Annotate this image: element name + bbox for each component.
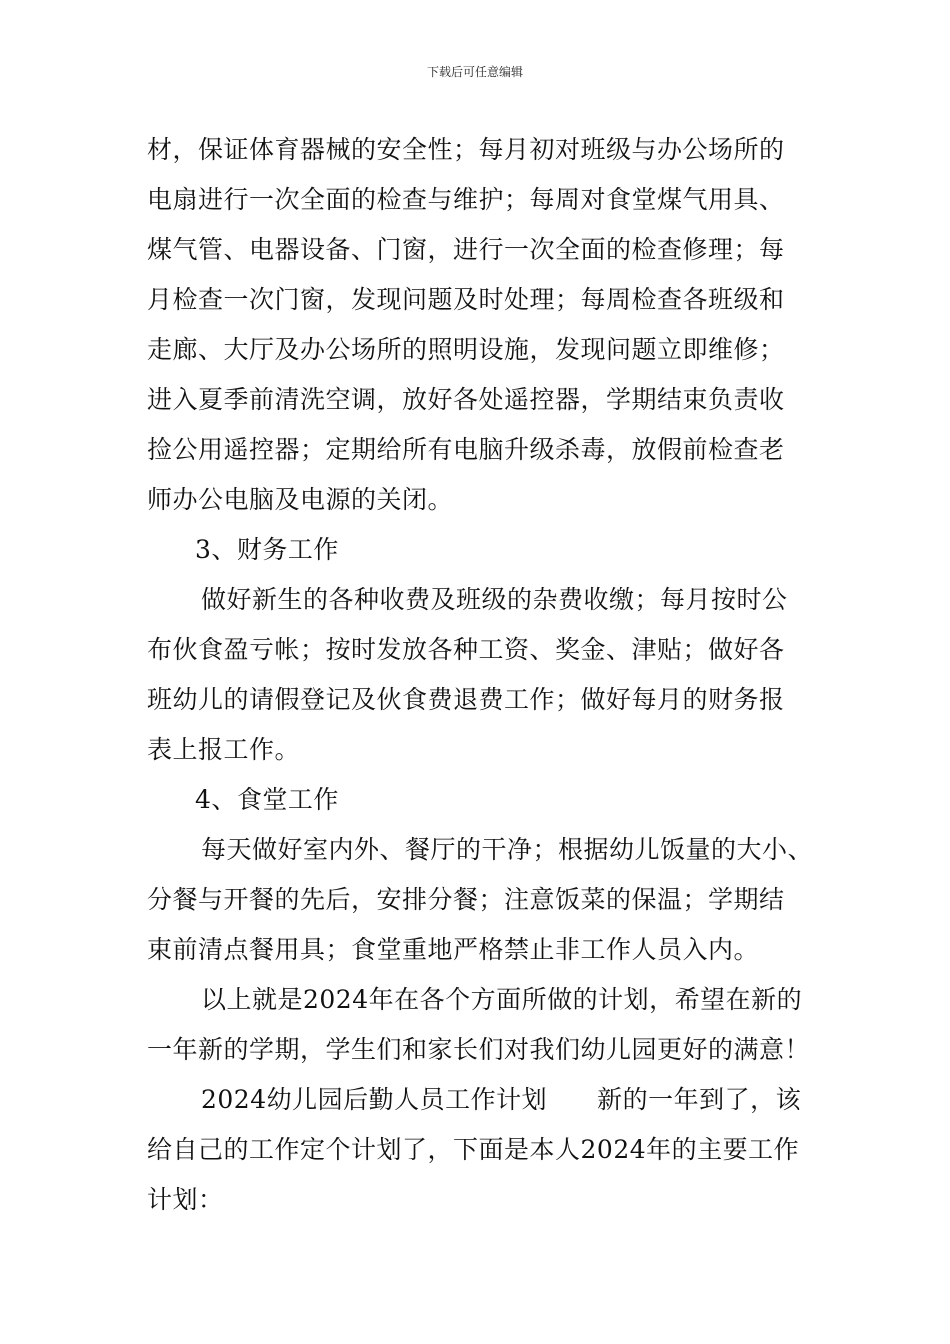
paragraph-line: 表上报工作。 <box>147 735 301 764</box>
plan-title: 2024幼儿园后勤人员工作计划 <box>201 1085 548 1114</box>
paragraph-line: 煤气管、电器设备、门窗，进行一次全面的检查修理；每 <box>147 235 785 264</box>
page-header: 下载后可任意编辑 <box>426 65 523 79</box>
paragraph-line: 电扇进行一次全面的检查与维护；每周对食堂煤气用具、 <box>147 185 785 214</box>
paragraph-line: 月检查一次门窗，发现问题及时处理；每周检查各班级和 <box>147 285 785 314</box>
paragraph-line: 捡公用遥控器；定期给所有电脑升级杀毒，放假前检查老 <box>147 435 785 464</box>
paragraph-line: 束前清点餐用具；食堂重地严格禁止非工作人员入内。 <box>147 935 760 964</box>
paragraph-line: 走廊、大厅及办公场所的照明设施，发现问题立即维修； <box>147 335 785 364</box>
paragraph-line: 每天做好室内外、餐厅的干净；根据幼儿饭量的大小、 <box>201 835 814 864</box>
paragraph-line <box>147 1075 817 1125</box>
paragraph-line: 班幼儿的请假登记及伙食费退费工作；做好每月的财务报 <box>147 685 785 714</box>
plan-intro-start: 新的一年到了，该 <box>597 1085 802 1114</box>
paragraph-line: 进入夏季前清洗空调，放好各处遥控器，学期结束负责收 <box>147 385 785 414</box>
section-heading-canteen: 4、食堂工作 <box>195 785 339 814</box>
paragraph-line: 一年新的学期，学生们和家长们对我们幼儿园更好的满意！ <box>147 1035 811 1064</box>
paragraph-line: 分餐与开餐的先后，安排分餐；注意饭菜的保温；学期结 <box>147 885 785 914</box>
paragraph-line: 以上就是2024年在各个方面所做的计划，希望在新的 <box>201 985 803 1014</box>
section-heading-finance: 3、财务工作 <box>195 535 339 564</box>
paragraph-line: 计划： <box>147 1185 224 1214</box>
document-body <box>147 125 817 1225</box>
paragraph-line: 师办公电脑及电源的关闭。 <box>147 485 454 514</box>
paragraph-line: 布伙食盈亏帐；按时发放各种工资、奖金、津贴；做好各 <box>147 635 785 664</box>
paragraph-line: 做好新生的各种收费及班级的杂费收缴；每月按时公 <box>201 585 788 614</box>
paragraph-line: 给自己的工作定个计划了，下面是本人2024年的主要工作 <box>147 1135 800 1164</box>
paragraph-line: 材，保证体育器械的安全性；每月初对班级与办公场所的 <box>147 135 785 164</box>
